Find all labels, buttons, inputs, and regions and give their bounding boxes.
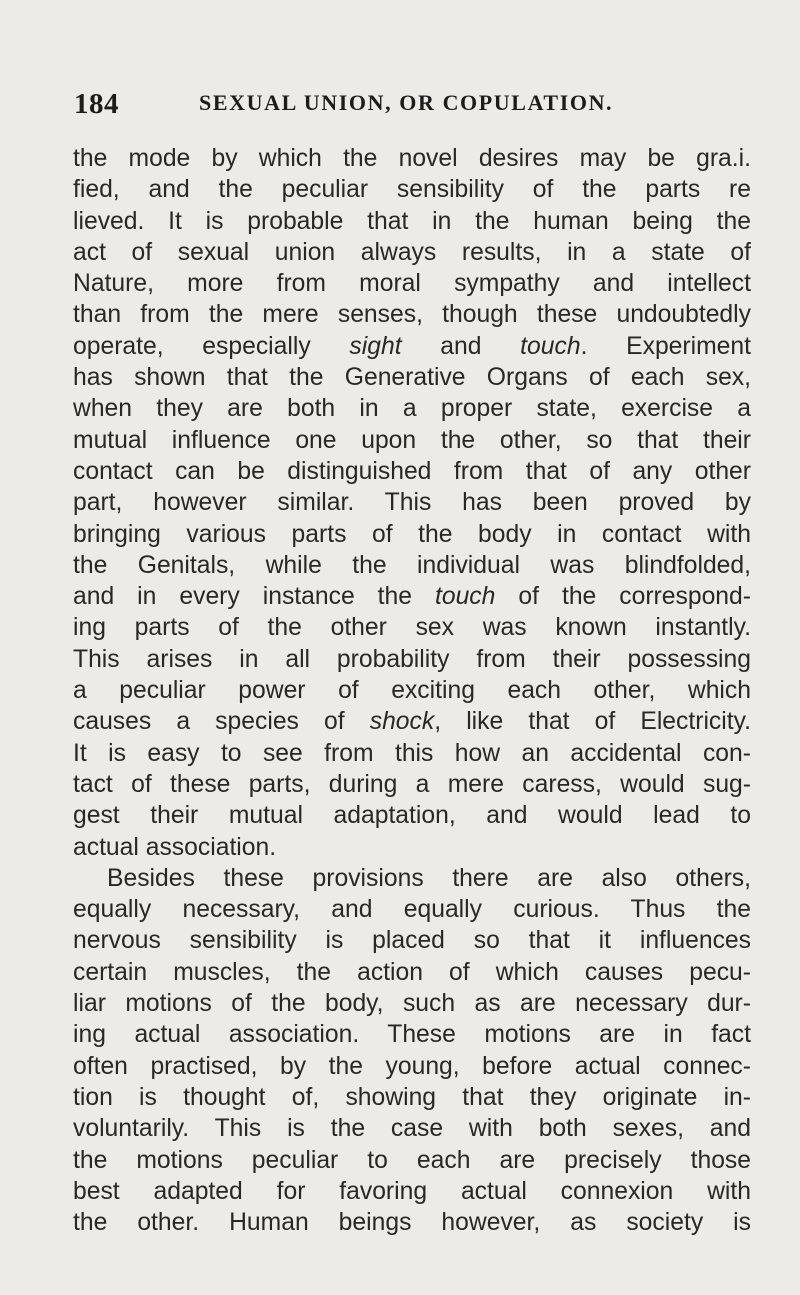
text-line: best adapted for favoring actual connexion with xyxy=(73,1177,751,1205)
italic-word: touch xyxy=(434,583,496,611)
text-line: has shown that the Generative Organs of each sex, xyxy=(73,364,751,392)
text-line: mutual influence one upon the other, so that their xyxy=(73,426,751,454)
text-line: part, however similar. This has been proved by xyxy=(73,489,751,517)
text-line: than from the mere senses, though these undoubtedly xyxy=(73,301,751,329)
text-line: This arises in all probability from their possessing xyxy=(73,645,751,673)
italic-word: sight xyxy=(349,332,402,360)
page-number: 184 xyxy=(74,88,119,120)
text-line: lieved. It is probable that in the human being the xyxy=(73,207,751,235)
text-line: the other. Human beings however, as society is xyxy=(73,1209,751,1237)
running-title: SEXUAL UNION, OR COPULATION. xyxy=(199,90,614,115)
text-line: ing actual association. These motions are in fact xyxy=(73,1021,751,1049)
italic-word: touch xyxy=(520,332,581,360)
text-line: actual association. xyxy=(73,833,277,861)
italic-word: shock xyxy=(369,708,435,736)
text-line: Besides these provisions there are also others, xyxy=(107,864,751,892)
body-text xyxy=(73,143,751,1238)
text-line: gest their mutual adaptation, and would lead to xyxy=(73,802,751,830)
running-head xyxy=(74,88,748,122)
text-line: operate, especially sight and touch. Experiment xyxy=(73,332,751,360)
text-line: tion is thought of, showing that they originate in- xyxy=(73,1083,751,1111)
text-line: the Genitals, while the individual was blindfolded, xyxy=(73,551,751,579)
text-line: when they are both in a proper state, exercise a xyxy=(73,395,751,423)
text-line: nervous sensibility is placed so that it influences xyxy=(73,927,751,955)
text-line: certain muscles, the action of which causes pecu- xyxy=(73,958,751,986)
text-line: act of sexual union always results, in a state of xyxy=(73,238,751,266)
text-line: ing parts of the other sex was known instantly. xyxy=(73,614,751,642)
text-line: tact of these parts, during a mere caress, would sug- xyxy=(73,770,751,798)
text-line: fied, and the peculiar sensibility of the parts re xyxy=(73,176,751,204)
text-line: the mode by which the novel desires may be gra.i. xyxy=(73,145,751,172)
text-line: contact can be distinguished from that of any other xyxy=(73,457,751,485)
text-line: Nature, more from moral sympathy and intellect xyxy=(73,270,751,298)
text-line: equally necessary, and equally curious. Thus the xyxy=(73,896,751,924)
text-line: causes a species of shock, like that of Electricity. xyxy=(73,708,751,736)
text-line: the motions peculiar to each are precisely those xyxy=(73,1146,751,1174)
text-line: It is easy to see from this how an accidental con- xyxy=(73,739,751,767)
text-line: voluntarily. This is the case with both sexes, and xyxy=(73,1115,751,1143)
text-line: liar motions of the body, such as are necessary dur- xyxy=(73,990,751,1018)
text-line: often practised, by the young, before actual connec- xyxy=(73,1052,751,1080)
text-line: a peculiar power of exciting each other, which xyxy=(73,677,751,705)
text-line: bringing various parts of the body in contact with xyxy=(73,520,751,548)
text-line: and in every instance the touch of the correspond- xyxy=(73,583,751,611)
